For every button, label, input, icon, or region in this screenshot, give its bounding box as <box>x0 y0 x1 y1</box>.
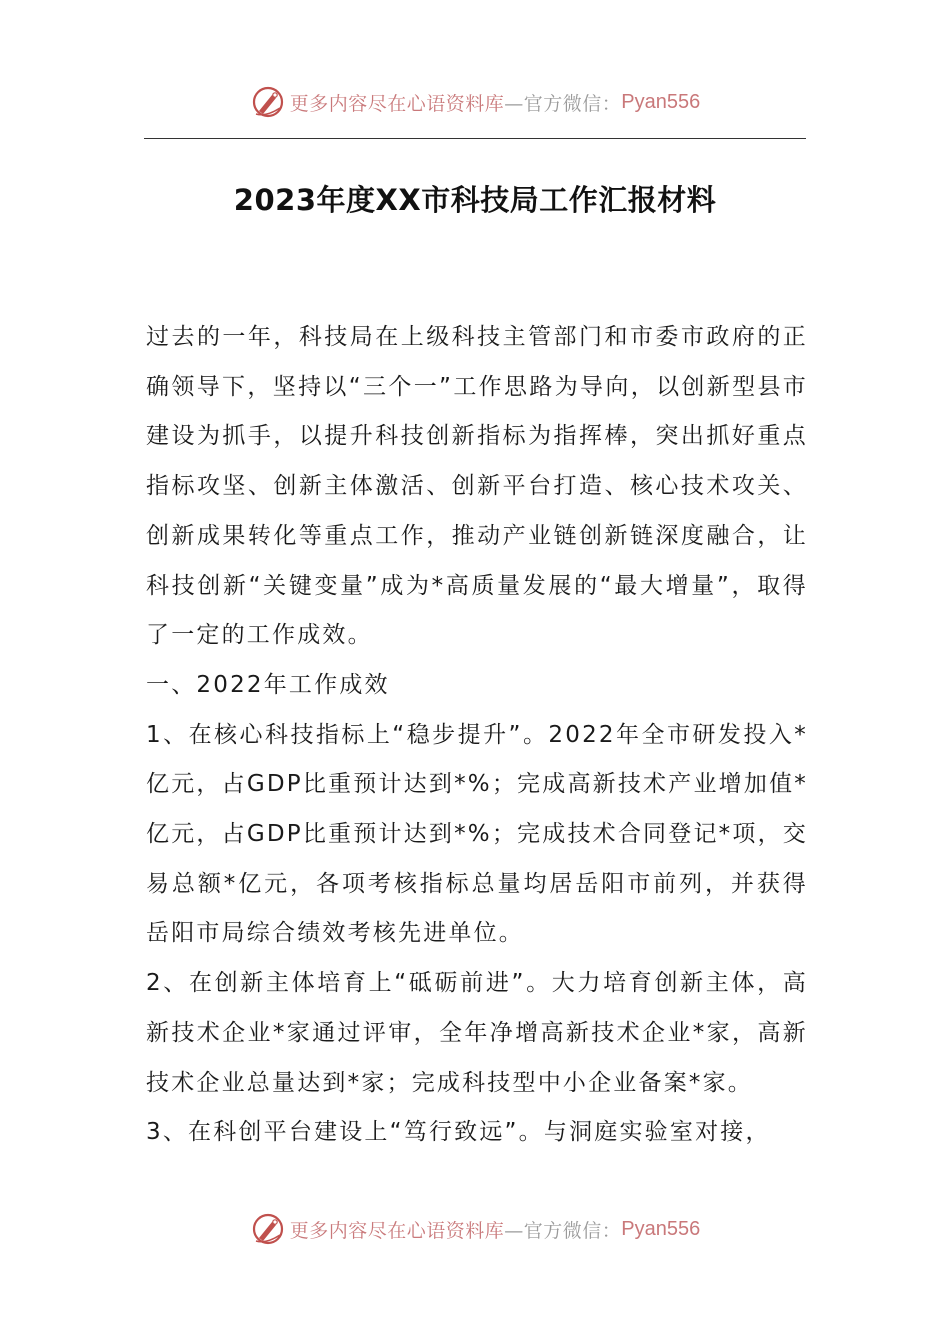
watermark-contact-text: —官方微信： <box>504 92 622 115</box>
watermark-contact-text: —官方微信： <box>504 1219 622 1242</box>
document-body <box>146 313 808 1158</box>
body-paragraph: 1、在核心科技指标上“稳步提升”。2022年全市研发投入*亿元，占GDP比重预计达到*%；完成高新技术产业增加值*亿元，占GDP比重预计达到*%；完成技术合同登记*项，交易总额*亿元，各项考核指标总量均居岳阳市前列，并获得岳阳市局综合绩效考核先进单位。 <box>146 721 808 947</box>
footer-watermark <box>0 1209 950 1249</box>
pen-logo-icon <box>250 84 286 120</box>
document-title: 2023年度XX市科技局工作汇报材料 <box>233 183 717 217</box>
header-watermark <box>0 82 950 122</box>
header-divider <box>144 138 806 139</box>
watermark-brand-text: 更多内容尽在心语资料库 <box>289 1219 505 1242</box>
body-paragraph: 3、在科创平台建设上“笃行致远”。与洞庭实验室对接， <box>146 1119 771 1146</box>
pen-logo-icon <box>250 1211 286 1247</box>
watermark-brand-text: 更多内容尽在心语资料库 <box>289 92 505 115</box>
section-heading: 一、2022年工作成效 <box>146 671 390 698</box>
watermark-wechat-id: Pyan556 <box>621 90 701 113</box>
body-paragraph: 2、在创新主体培育上“砥砺前进”。大力培育创新主体，高新技术企业*家通过评审，全年净增高新技术企业*家，高新技术企业总量达到*家；完成科技型中小企业备案*家。 <box>146 970 808 1096</box>
intro-paragraph: 过去的一年，科技局在上级科技主管部门和市委市政府的正确领导下，坚持以“三个一”工作思路为导向，以创新型县市建设为抓手，以提升科技创新指标为指挥棒，突出抓好重点指标攻坚、创新主体激活、创新平台打造、核心技术攻关、创新成果转化等重点工作，推动产业链创新链深度融合，让科技创新“关键变量”成为*高质量发展的“最大增量”，取得了一定的工作成效。 <box>146 324 808 649</box>
watermark-wechat-id: Pyan556 <box>621 1217 701 1240</box>
